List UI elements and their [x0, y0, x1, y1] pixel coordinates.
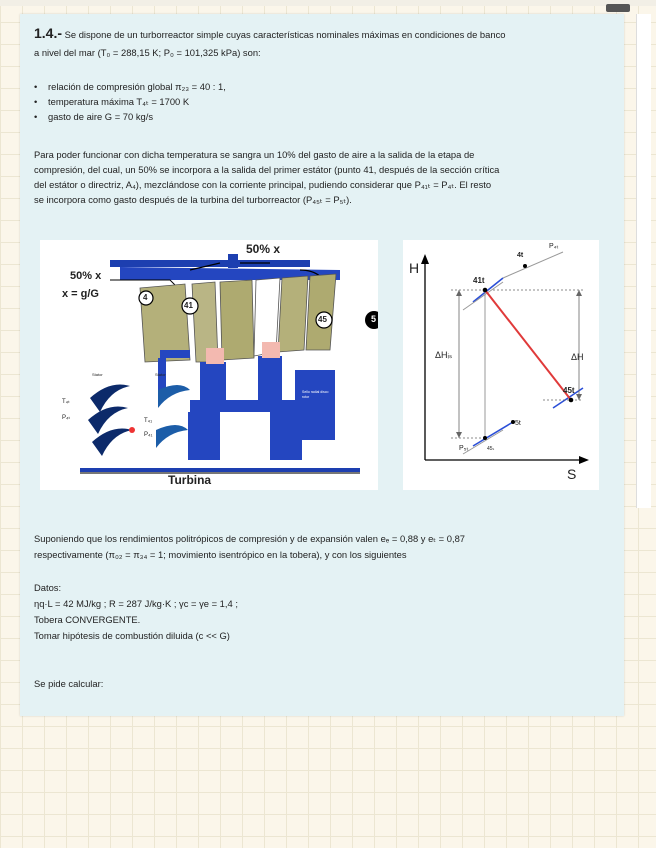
label-dh-is: ΔHᵢₛ: [435, 350, 453, 360]
datos-line-1: ηq·L = 42 MJ/kg ; R = 287 J/kg·K ; γc = γe = 1,4 ;: [34, 598, 238, 609]
bullet-temperature: • temperatura máxima T₄ₜ = 1700 K: [34, 95, 189, 109]
window-tab[interactable]: [606, 4, 630, 12]
point-5t: 5t: [515, 420, 521, 427]
station-45: 45: [318, 315, 327, 324]
isobar-p4t: P₄ₜ: [549, 243, 559, 250]
document-page: [20, 14, 624, 716]
figure-caption: Turbina: [168, 473, 212, 487]
intro-line-2: a nivel del mar (T₀ = 288,15 K; P₀ = 101,325 kPa) son:: [34, 47, 261, 58]
stator-label-2: Stator: [155, 372, 166, 377]
hs-diagram: [403, 240, 599, 490]
axis-s-label: S: [567, 466, 577, 482]
label-p41: P₄₁: [144, 432, 153, 438]
point-41t: 41t: [473, 276, 485, 285]
datos-line-3: Tomar hipótesis de combustión diluida (c << G): [34, 630, 230, 641]
para1-line-1: Para poder funcionar con dicha temperatura se sangra un 10% del gasto de aire a la salida de la etapa de: [34, 149, 475, 160]
label-dh: ΔH: [571, 352, 584, 362]
point-45s: 45ₛ: [487, 446, 495, 452]
stator-label-1: Stator: [92, 372, 103, 377]
station-4: 4: [143, 293, 148, 302]
isobar-p5t: P₅ₜ: [459, 445, 469, 452]
station-41: 41: [184, 301, 193, 310]
label-p4t: P₄ₜ: [62, 415, 71, 421]
top-strip: [0, 0, 656, 6]
station-5: 5: [371, 314, 377, 324]
label-ratio: x = g/G: [62, 288, 99, 300]
bullet-compression: • relación de compresión global π₂₃ = 40 : 1,: [34, 80, 226, 94]
side-text: Sello radial disco rotor: [302, 390, 329, 399]
label-50-top: 50% x: [246, 242, 281, 256]
problem-number: 1.4.-: [34, 25, 63, 41]
intro-line-1: 1.4.- Se dispone de un turborreactor simple cuyas características nominales máximas en condiciones de banco: [34, 25, 506, 41]
label-t41: T₄₁: [144, 418, 153, 424]
point-4t: 4t: [517, 252, 524, 259]
label-t4t: T₄ₜ: [62, 399, 70, 405]
para2-line-1: Suponiendo que los rendimientos politrópicos de compresión y de expansión valen eₑ = 0,88 y eₜ = 0,87: [34, 533, 466, 544]
label-50-left: 50% x: [70, 270, 102, 282]
point-45t: 45t: [563, 386, 575, 395]
right-scroll-panel[interactable]: [636, 14, 651, 508]
axis-h-label: H: [409, 260, 420, 276]
bullet-airflow: • gasto de aire G = 70 kg/s: [34, 110, 153, 124]
se-pide: Se pide calcular:: [34, 678, 104, 689]
turbine-figure: [40, 240, 378, 490]
para1-line-4: se incorpora como gasto después de la turbina del turborreactor (P₄₅ₜ = P₅ₜ).: [34, 194, 352, 205]
para2-line-2: respectivamente (π₀₂ = π₃₄ = 1; movimiento isentrópico en la tobera), y con los siguientes: [34, 549, 407, 560]
datos-label: Datos:: [34, 582, 62, 593]
para1-line-2: compresión, del cual, un 50% se incorpora a la salida del primer estátor (punto 41, después de la sección crítica: [34, 164, 500, 175]
datos-line-2: Tobera CONVERGENTE.: [34, 614, 141, 625]
para1-line-3: del estátor o directriz, A₄), mezclándose con la corriente principal, pudiendo considerar que P₄₁ₜ = P₄ₜ. El resto: [34, 179, 492, 190]
